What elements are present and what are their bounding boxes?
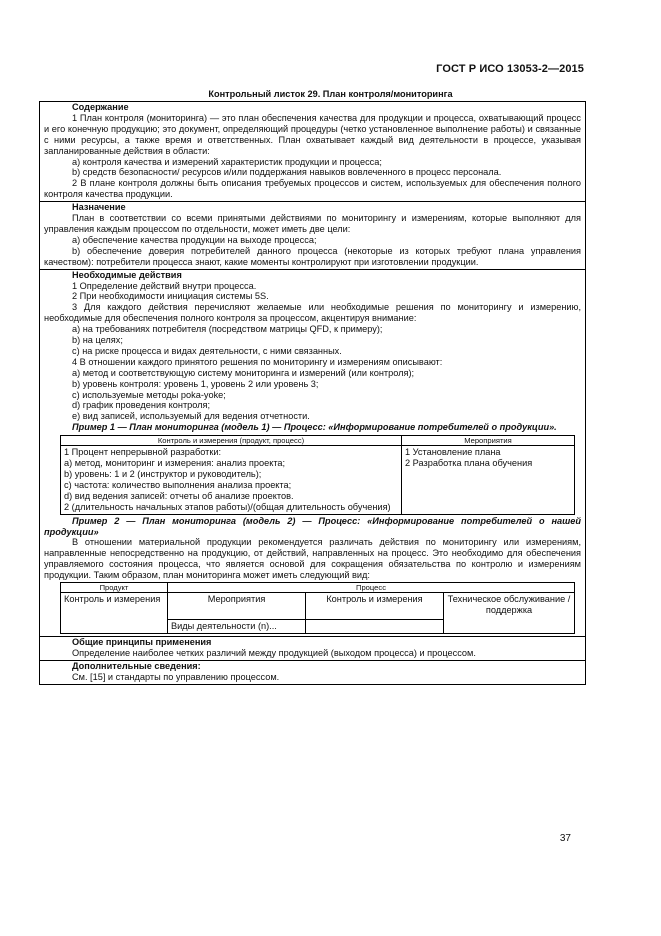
cell-line: с) частота: количество выполнения анализа проекта; — [64, 479, 292, 490]
checklist-table — [39, 101, 586, 685]
example-1-table — [60, 435, 575, 514]
table-header: Продукт — [61, 583, 168, 593]
list-item: b) обеспечение доверия потребителей данного процесса (некоторые из которых требуют плана управления качеством): потребители процесса знают, какие моменты контролируют при изготовлении продукции. — [44, 245, 581, 267]
list-item: b) уровень контроля: уровень 1, уровень 2 или уровень 3; — [72, 378, 319, 389]
cell-line: 1 Установление плана — [405, 447, 501, 458]
list-item: c) используемые методы poka-yoke; — [72, 389, 226, 400]
table-cell — [402, 446, 575, 514]
table-header: Мероприятия — [402, 436, 575, 446]
paragraph: План в соответствии со всеми принятыми действиями по мониторингу и измерениям, которые выполняют для управления каждым процессом по отдельности, может иметь две цели: — [44, 213, 581, 234]
section-principles — [40, 637, 585, 661]
section-title: Содержание — [72, 102, 129, 112]
table-cell: Виды деятельности (n)... — [168, 620, 306, 634]
section-purpose — [40, 202, 585, 269]
paragraph: 2 В плане контроля должны быть описания требуемых процессов и систем, используемых для обеспечения полного контроля качества продукции. — [44, 178, 581, 200]
section-title: Необходимые действия — [72, 269, 182, 280]
list-item: b) средств безопасности/ ресурсов и/или поддержания навыков вовлеченного в процесс персонала. — [72, 167, 502, 178]
list-item: а) обеспечение качества продукции на выходе процесса; — [72, 234, 317, 245]
table-cell: Мероприятия — [168, 593, 306, 620]
list-item: а) контроля качества и измерений характеристик продукции и процесса; — [72, 156, 382, 167]
table-cell: Контроль и измерения — [61, 593, 168, 634]
paragraph: Определение наиболее четких различий между продукцией (выходом процесса) и процессом. — [72, 647, 476, 658]
list-item: 1 Определение действий внутри процесса. — [72, 280, 257, 291]
list-item: а) на требованиях потребителя (посредством матрицы QFD, к примеру); — [72, 324, 383, 335]
cell-line: 1 Процент непрерывной разработки: — [64, 447, 222, 458]
cell-line: b) уровень: 1 и 2 (инструктор и руководитель); — [64, 469, 262, 479]
paragraph: 3 Для каждого действия перечисляют желаемые или необходимые решения по мониторингу и измерению, необходимые для обеспечения полного контроля за процессом, акцентируя внимание: — [44, 302, 581, 324]
table-header: Процесс — [168, 583, 575, 593]
table-header: Контроль и измерения (продукт, процесс) — [61, 436, 402, 446]
paragraph: В отношении материальной продукции рекомендуется различать действия по мониторингу или измерениям, направленные непосредственно на продукцию, от действий, направленных на процесс. Это необходимо для обеспечения управляемого состояния процесса, что является основой для сокращения обязательства по контролю и измерениям продукции. Таким образом, план мониторинга может иметь следующий вид: — [44, 537, 581, 581]
table-cell — [306, 620, 444, 634]
cell-line: 2 Разработка плана обучения — [405, 458, 533, 469]
section-title: Назначение — [72, 202, 126, 213]
table-cell: Техническое обслуживание / поддержка — [444, 593, 575, 634]
cell-line: d) вид ведения записей: отчеты об анализе проектов. — [64, 490, 294, 501]
cell-line: а) метод, мониторинг и измерения: анализ проекта; — [64, 458, 286, 469]
example-2-table — [60, 582, 575, 634]
section-title: Общие принципы применения — [72, 636, 212, 647]
example-1-title: Пример 1 — План мониторинга (модель 1) — Процесс: «Информирование потребителей о продукции». — [72, 422, 557, 433]
cell-line: 2 (длительность начальных этапов работы)/(общая длительность обучения) — [64, 501, 391, 512]
list-item: d) график проведения контроля; — [72, 400, 211, 411]
list-item: e) вид записей, используемый для ведения отчетности. — [72, 411, 310, 422]
section-content — [40, 102, 585, 202]
page-number: 37 — [559, 833, 571, 844]
list-item: c) на риске процесса и видах деятельности, с ними связанных. — [72, 345, 342, 356]
section-actions — [40, 270, 585, 637]
list-item: 2 При необходимости инициация системы 5S. — [72, 291, 269, 302]
document-code: ГОСТ Р ИСО 13053-2—2015 — [436, 63, 584, 75]
section-additional — [40, 661, 585, 684]
example-2-title: Пример 2 — План мониторинга (модель 2) — Процесс: «Информирование потребителей о нашей продукции» — [44, 515, 581, 537]
list-item: а) метод и соответствующую систему мониторинга и измерений (или контроля); — [72, 367, 415, 378]
paragraph: См. [15] и стандарты по управлению процессом. — [72, 671, 280, 682]
list-item: 4 В отношении каждого принятого решения по мониторингу и измерениям описывают: — [72, 356, 443, 367]
table-cell — [61, 446, 402, 514]
checklist-title: Контрольный листок 29. План контроля/мониторинга — [208, 89, 453, 99]
paragraph: 1 План контроля (мониторинга) — это план обеспечения качества для продукции и процесса, охватывающий процесс и его конечную продукцию; это документ, определяющий процедуры (четко установленное выполнение работы) и связанные с ними ресурсы, а также время и ответственных. План охватывает каждый вид деятельности в процессе, указывая запланированные действия в области: — [44, 112, 581, 156]
table-cell: Контроль и измерения — [306, 593, 444, 620]
section-title: Дополнительные сведения: — [72, 660, 201, 671]
list-item: b) на целях; — [72, 335, 123, 346]
